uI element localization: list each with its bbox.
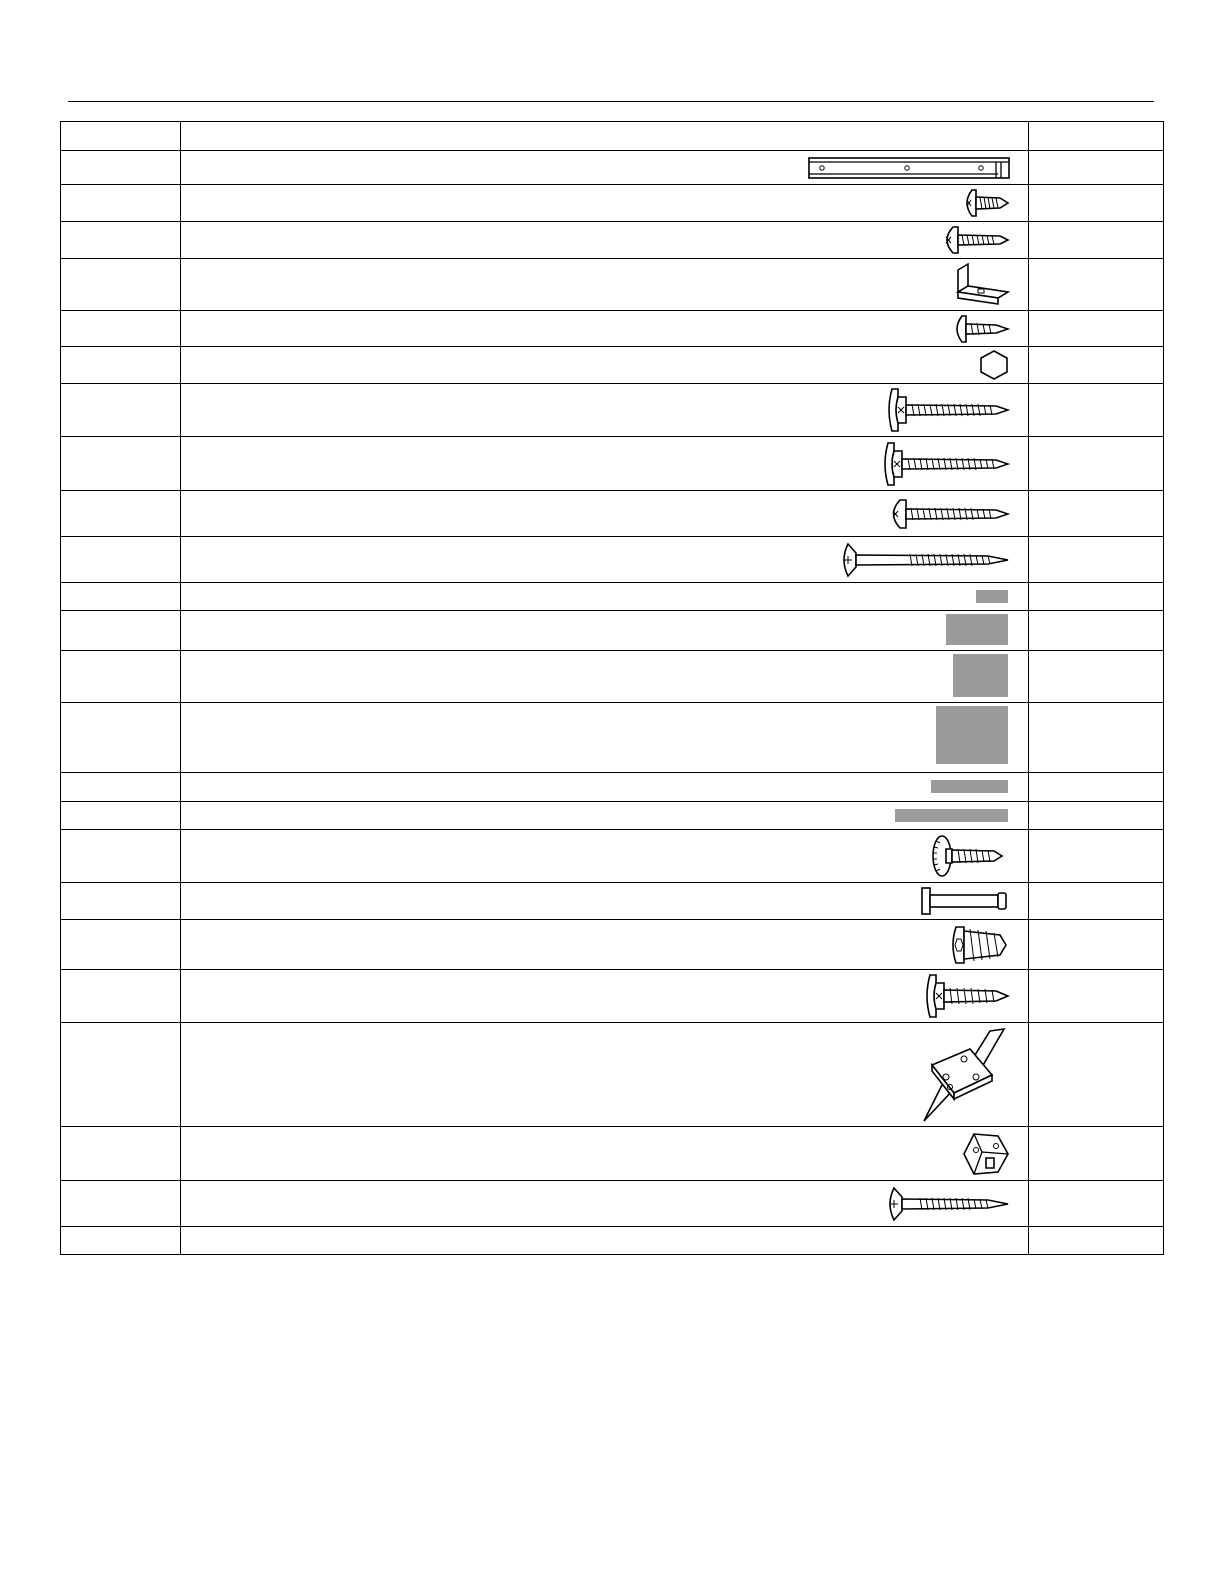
description-cell [181,537,1028,583]
qty-cell [1028,583,1164,611]
pan-head-screw-icon [886,497,1010,531]
part-cell [61,583,181,611]
header-cell-part [61,122,181,151]
washer-head-screw-icon [924,973,1010,1019]
description-cell [181,611,1028,651]
corner-bracket-icon [920,1027,1010,1123]
truss-head-screw-long-icon [940,224,1010,256]
qty-cell [1028,185,1164,222]
header-cell-description [181,122,1028,151]
drawer-slide-icon [808,157,1010,179]
top-rule [68,101,1154,102]
qty-cell [1028,883,1164,920]
description-cell [181,970,1028,1023]
part-cell [61,651,181,703]
table-row [61,970,1164,1023]
angle-bracket-icon [954,262,1010,308]
description-cell [181,703,1028,773]
qty-cell [1028,703,1164,773]
description-cell [181,311,1028,347]
description-cell [181,920,1028,970]
description-cell [181,583,1028,611]
qty-cell [1028,222,1164,259]
table-row [61,830,1164,883]
gray-pad-icon [936,706,1008,764]
table-row [61,1127,1164,1181]
table-row [61,802,1164,830]
header-cell-qty [1028,122,1164,151]
qty-cell [1028,347,1164,384]
part-cell [61,437,181,491]
table-row [61,611,1164,651]
qty-cell [1028,920,1164,970]
knurled-bolt-icon [928,833,1010,879]
washer-head-screw-icon [882,441,1010,487]
part-cell [61,491,181,537]
hex-cap-icon [978,349,1010,381]
part-cell [61,802,181,830]
gray-strip-icon [895,809,1008,822]
description-cell [181,1181,1028,1227]
description-cell [181,1127,1028,1181]
washer-head-screw-icon [886,387,1010,433]
part-cell [61,703,181,773]
flat-head-wood-screw-icon [884,1185,1010,1223]
table-row [61,384,1164,437]
description-cell [181,437,1028,491]
qty-cell [1028,830,1164,883]
table-row [61,491,1164,537]
qty-cell [1028,437,1164,491]
part-cell [61,151,181,185]
description-cell [181,1023,1028,1127]
cam-connector-icon [962,1130,1010,1178]
qty-cell [1028,1023,1164,1127]
qty-cell [1028,259,1164,311]
table-row [61,151,1164,185]
qty-cell [1028,611,1164,651]
qty-cell [1028,1127,1164,1181]
table-row [61,1181,1164,1227]
part-cell [61,347,181,384]
table-row [61,185,1164,222]
hardware-parts-table [60,121,1164,1255]
qty-cell [1028,151,1164,185]
qty-cell [1028,311,1164,347]
table-row [61,222,1164,259]
table-row [61,920,1164,970]
part-cell [61,1181,181,1227]
description-cell [181,651,1028,703]
part-cell [61,384,181,437]
part-cell [61,222,181,259]
table-row [61,259,1164,311]
part-cell [61,185,181,222]
part-cell [61,1127,181,1181]
dowel-pin-icon [920,886,1010,916]
qty-cell [1028,970,1164,1023]
table-row [61,703,1164,773]
qty-cell [1028,802,1164,830]
part-cell [61,537,181,583]
qty-cell [1028,491,1164,537]
table-row [61,1023,1164,1127]
part-cell [61,773,181,802]
table-header-row [61,122,1164,151]
table-row [61,651,1164,703]
table-row [61,883,1164,920]
part-cell [61,311,181,347]
description-cell [181,185,1028,222]
part-cell [61,259,181,311]
qty-cell [1028,773,1164,802]
qty-cell [1028,384,1164,437]
description-cell [181,802,1028,830]
gray-strip-icon [931,780,1008,793]
part-cell [61,611,181,651]
short-pan-screw-icon [952,313,1010,345]
table-row [61,537,1164,583]
threaded-insert-icon [948,923,1010,967]
gray-pad-icon [953,654,1008,697]
truss-head-screw-icon [960,187,1010,219]
description-cell [181,259,1028,311]
description-cell [181,151,1028,185]
flat-head-wood-screw-icon [838,541,1010,579]
table-row [61,311,1164,347]
table-row [61,773,1164,802]
part-cell [61,1023,181,1127]
description-cell [181,491,1028,537]
qty-cell [1028,1181,1164,1227]
gray-pad-icon [976,590,1008,603]
description-cell [181,384,1028,437]
gray-pad-icon [946,614,1008,645]
description-cell [181,883,1028,920]
table-row [61,347,1164,384]
part-cell [61,830,181,883]
qty-cell [1028,1227,1164,1255]
description-cell [181,830,1028,883]
table-row [61,583,1164,611]
description-cell [181,347,1028,384]
part-cell [61,920,181,970]
table-row [61,1227,1164,1255]
description-cell [181,773,1028,802]
part-cell [61,1227,181,1255]
description-cell [181,222,1028,259]
part-cell [61,970,181,1023]
description-cell [181,1227,1028,1255]
part-cell [61,883,181,920]
qty-cell [1028,537,1164,583]
table-row [61,437,1164,491]
qty-cell [1028,651,1164,703]
